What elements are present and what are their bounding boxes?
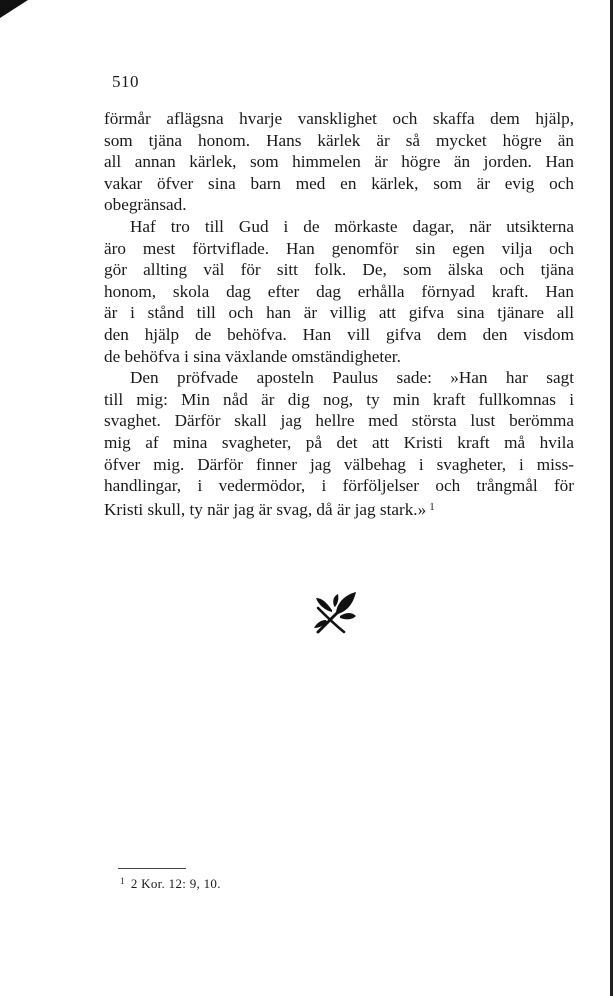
page-number: 510 <box>112 72 139 91</box>
text-line: är i stånd till och han är villig att gifva sina tjänare all <box>104 303 574 323</box>
footnote-reference: 1 <box>429 500 435 513</box>
text-line: mig af mina svagheter, på det att Kristi kraft må hvila <box>104 432 574 452</box>
text-line: de behöfva i sina växlande omständigheter. <box>104 346 401 366</box>
text-line: Haf tro till Gud i de mörkaste dagar, när utsikterna <box>130 216 574 236</box>
footnote <box>120 876 221 892</box>
text-line: vakar öfver sina barn med en kärlek, som är evig och <box>104 173 574 193</box>
text-line: som tjäna honom. Hans kärlek är så mycket högre än <box>104 130 574 150</box>
text-line: Den pröfvade aposteln Paulus sade: »Han har sagt <box>130 368 574 388</box>
text-line: Kristi skull, ty när jag är svag, då är jag stark.» <box>104 499 427 519</box>
text-line: den hjälp de behöfva. Han vill gifva dem den visdom <box>104 324 574 344</box>
footnote-mark: 1 <box>120 876 125 886</box>
footnote-divider <box>118 868 186 869</box>
text-line: handlingar, i vedermödor, i förföljelser och trångmål för <box>104 476 574 496</box>
text-line: svaghet. Därför skall jag hellre med största lust berömma <box>104 411 574 431</box>
page-corner-mark <box>0 0 28 18</box>
body-text <box>104 108 574 520</box>
text-line: obegränsad. <box>104 195 187 215</box>
text-line: honom, skola dag efter dag erhålla förnyad kraft. Han <box>104 281 574 301</box>
text-line: till mig: Min nåd är dig nog, ty min kraft fullkomnas i <box>104 389 574 409</box>
leaf-ornament-icon <box>312 590 358 636</box>
text-line: förmår aflägsna hvarje vansklighet och skaffa dem hjälp, <box>104 109 574 128</box>
text-line: äro mest förtviflade. Han genomför sin egen vilja och <box>104 238 574 258</box>
footnote-text: 2 Kor. 12: 9, 10. <box>130 876 221 891</box>
text-line: all annan kärlek, som himmelen är högre än jorden. Han <box>104 152 574 172</box>
text-line: gör allting väl för sitt folk. De, som älska och tjäna <box>104 260 574 280</box>
text-line: öfver mig. Därför finner jag välbehag i svagheter, i miss- <box>104 454 574 474</box>
text-line-with-footnote <box>104 497 574 521</box>
